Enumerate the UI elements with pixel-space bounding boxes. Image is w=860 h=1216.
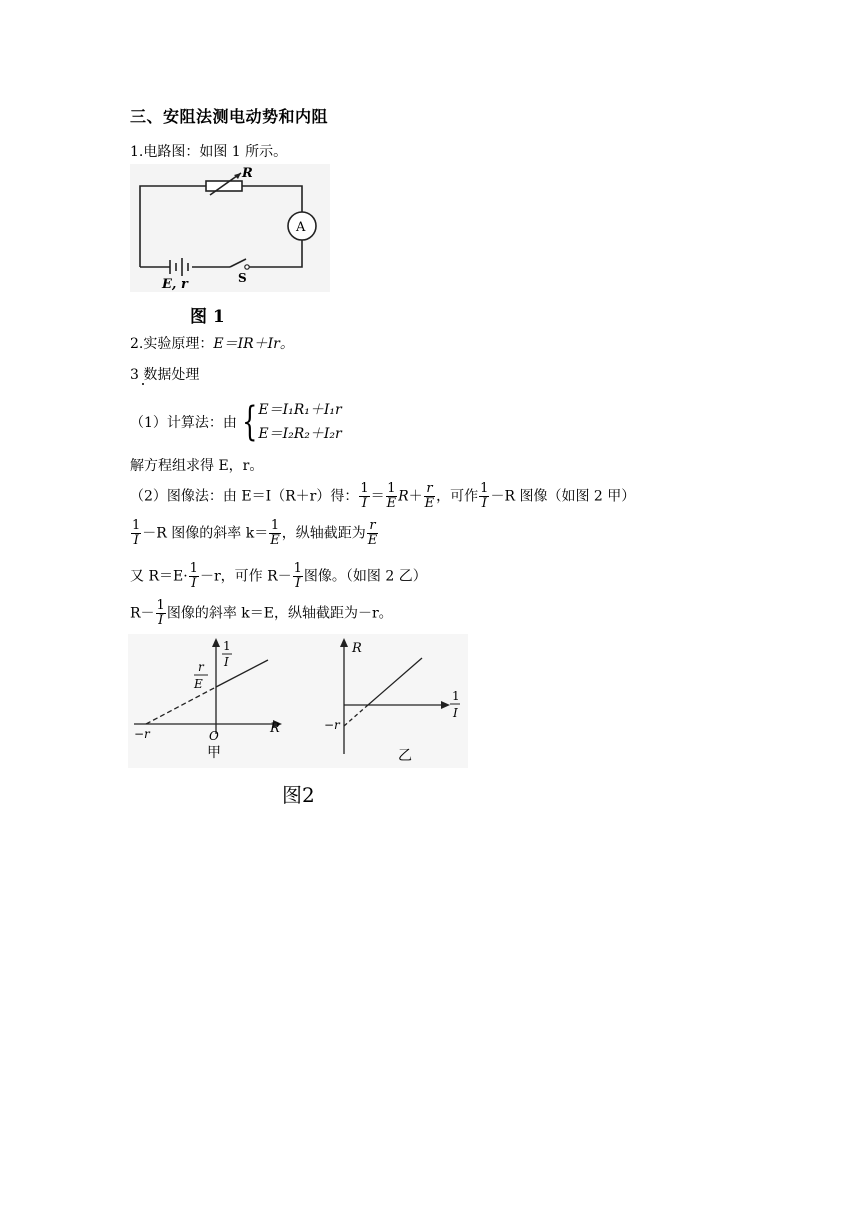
figure2-graphs <box>128 634 468 814</box>
graph-method-line: （2）图像法：由 E＝I（R＋r）得： $\frac{1}{I}$ ＝ $\frac{1}{E}$ R＋ $\frac{r}{E}$ ，可作 $\frac{1}{I}$ －R 图像（如图 2 甲） <box>130 481 636 511</box>
data-processing-line: 3 数据处理 <box>130 367 200 383</box>
right-x-label-num: 1 <box>452 689 460 703</box>
slope2-line <box>130 599 393 628</box>
graph-method-tail: －R 图像（如图 2 甲） <box>490 488 636 505</box>
label-A: A <box>296 220 306 235</box>
left-caption: 甲 <box>207 745 221 761</box>
circuit-diagram <box>130 164 330 330</box>
frac-1-over-I-e: $\frac{1}{I}$ <box>293 561 302 591</box>
right-x-label-den: I <box>453 706 458 720</box>
slope1-line <box>130 519 379 548</box>
principle-line <box>130 333 294 353</box>
equation-system <box>258 398 341 446</box>
principle-formula: E＝IR＋Ir。 <box>213 336 294 352</box>
also-tail: 图像。（如图 2 乙） <box>303 568 427 585</box>
figure1-caption: 图 1 <box>190 307 225 327</box>
frac-1-over-I: $\frac{1}{I}$ <box>360 481 369 511</box>
frac-1-over-I-c: $\frac{1}{I}$ <box>132 518 141 548</box>
left-x-label: R <box>270 721 280 736</box>
switch-contact <box>245 265 249 269</box>
frac-1-over-E: $\frac{1}{E}$ <box>386 481 397 511</box>
slope1-text-a: －R 图像的斜率 k＝ <box>142 525 269 542</box>
frac-r-over-E-b: $\frac{r}{E}$ <box>367 518 378 548</box>
frac-1-over-E-b: $\frac{1}{E}$ <box>270 518 280 548</box>
left-intercept-den: E <box>194 677 203 691</box>
principle-prefix: 2.实验原理： <box>130 336 214 352</box>
calc-method-line <box>130 398 342 446</box>
also-mid: －r，可作 R－ <box>199 568 292 585</box>
section-heading: 三、安阻法测电动势和内阻 <box>130 107 329 126</box>
figure2-caption: 图2 <box>282 783 315 807</box>
right-y-label: R <box>352 641 362 656</box>
also-prefix: 又 R＝E· <box>130 568 188 585</box>
equation-2: E＝I₂R₂＋I₂r <box>258 426 342 442</box>
frac-1-over-I-d: $\frac{1}{I}$ <box>189 561 198 591</box>
right-caption: 乙 <box>398 748 412 764</box>
frac-1-over-I-f: $\frac{1}{I}$ <box>156 598 165 628</box>
frac-1-over-I-b: $\frac{1}{I}$ <box>480 481 489 511</box>
left-intercept-num: r <box>198 660 204 674</box>
left-neg-r: −r <box>134 727 150 741</box>
label-S: S <box>238 271 247 285</box>
also-line <box>130 562 427 591</box>
figure2-background <box>128 634 468 768</box>
circuit-intro-line: 1.电路图：如图 1 所示。 <box>130 144 288 160</box>
label-R: R <box>242 166 253 181</box>
frac-r-over-E: $\frac{r}{E}$ <box>424 481 435 511</box>
brace-glyph: { <box>242 399 258 445</box>
calc-method-prefix: （1）计算法：由 <box>130 415 237 431</box>
right-neg-r: −r <box>324 718 340 732</box>
slope2-prefix: R－ <box>130 605 155 622</box>
slope1-text-b: ，纵轴截距为 <box>281 525 366 542</box>
graph-method-prefix: （2）图像法：由 E＝I（R＋r）得： <box>130 488 359 505</box>
equation-1: E＝I₁R₁＋I₁r <box>258 402 342 418</box>
calc-result-line: 解方程组求得 E，r。 <box>130 458 264 474</box>
graph-method-suffix: ，可作 <box>436 488 479 505</box>
stray-dot <box>142 383 144 385</box>
left-y-label-den: I <box>224 655 229 669</box>
left-y-label-num: 1 <box>223 639 231 653</box>
label-Er: E, r <box>162 277 188 292</box>
left-origin: O <box>209 729 219 743</box>
slope2-tail: 图像的斜率 k＝E，纵轴截距为－r。 <box>166 605 393 622</box>
